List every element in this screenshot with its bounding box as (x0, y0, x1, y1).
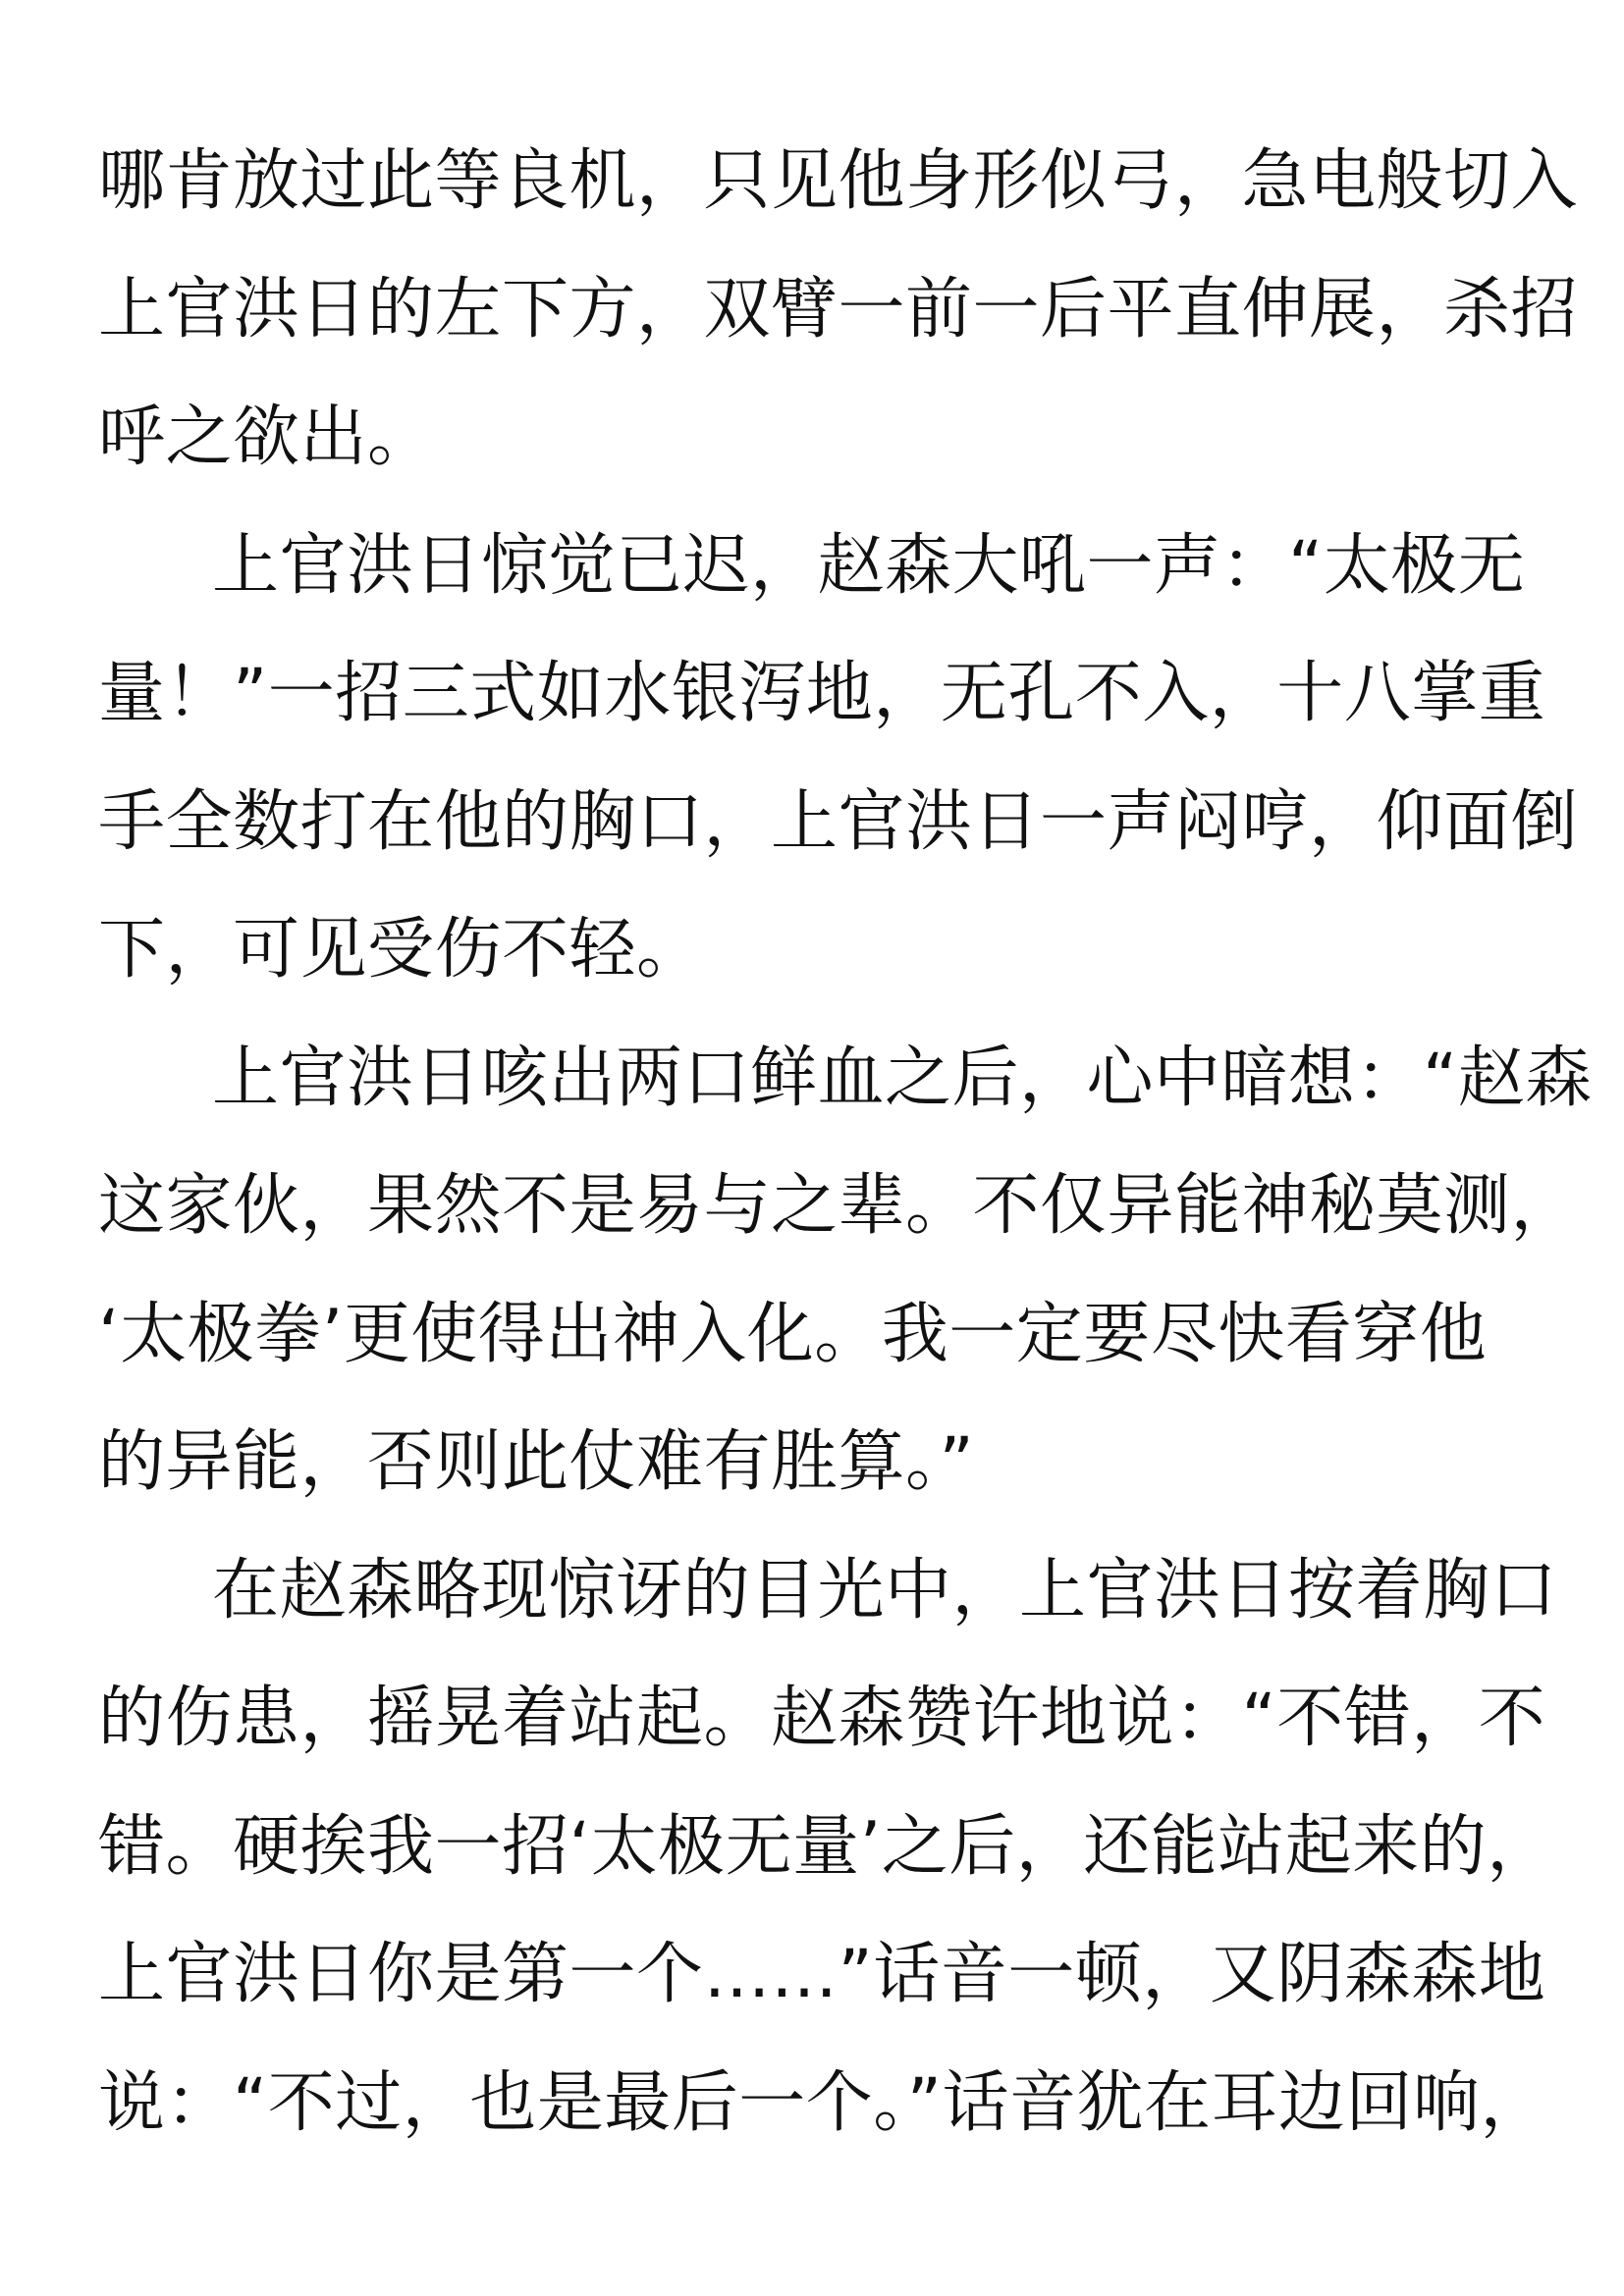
paragraph-start-line: 上官洪日咳出两口鲜血之后，心中暗想：“赵森 (212, 1039, 1593, 1117)
text-line: 的伤患，摇晃着站起。赵森赞许地说：“不错，不 (98, 1680, 1546, 1757)
text-line: 上官洪日的左下方，双臂一前一后平直伸展，杀招 (98, 270, 1579, 348)
text-line: ‘太极拳’更使得出神入化。我一定要尽快看穿他 (98, 1295, 1488, 1373)
text-line: 的异能，否则此仗难有胜算。” (98, 1423, 975, 1501)
text-line: 下，可见受伤不轻。 (98, 911, 704, 988)
text-line: 上官洪日你是第一个……”话音一顿，又阴森森地 (98, 1936, 1546, 2013)
body-text (98, 118, 1593, 2167)
paragraph-start-line: 在赵森略现惊讶的目光中，上官洪日按着胸口 (212, 1551, 1558, 1629)
text-line: 呼之欲出。 (98, 399, 435, 476)
text-line: 这家伙，果然不是易与之辈。不仅异能神秘莫测， (98, 1167, 1579, 1245)
paragraph-start-line: 上官洪日惊觉已迟，赵森大吼一声：“太极无 (212, 526, 1526, 605)
text-line: 哪肯放过此等良机，只见他身形似弓，急电般切入 (98, 142, 1579, 220)
text-line: 说：“不过，也是最后一个。”话音犹在耳边回响， (98, 2063, 1547, 2142)
text-line: 手全数打在他的胸口，上官洪日一声闷哼，仰面倒 (98, 782, 1579, 861)
text-line: 量！”一招三式如水银泻地，无孔不入，十八掌重 (98, 655, 1546, 732)
text-line: 错。硬挨我一招‘太极无量’之后，还能站起来的， (98, 1807, 1554, 1886)
